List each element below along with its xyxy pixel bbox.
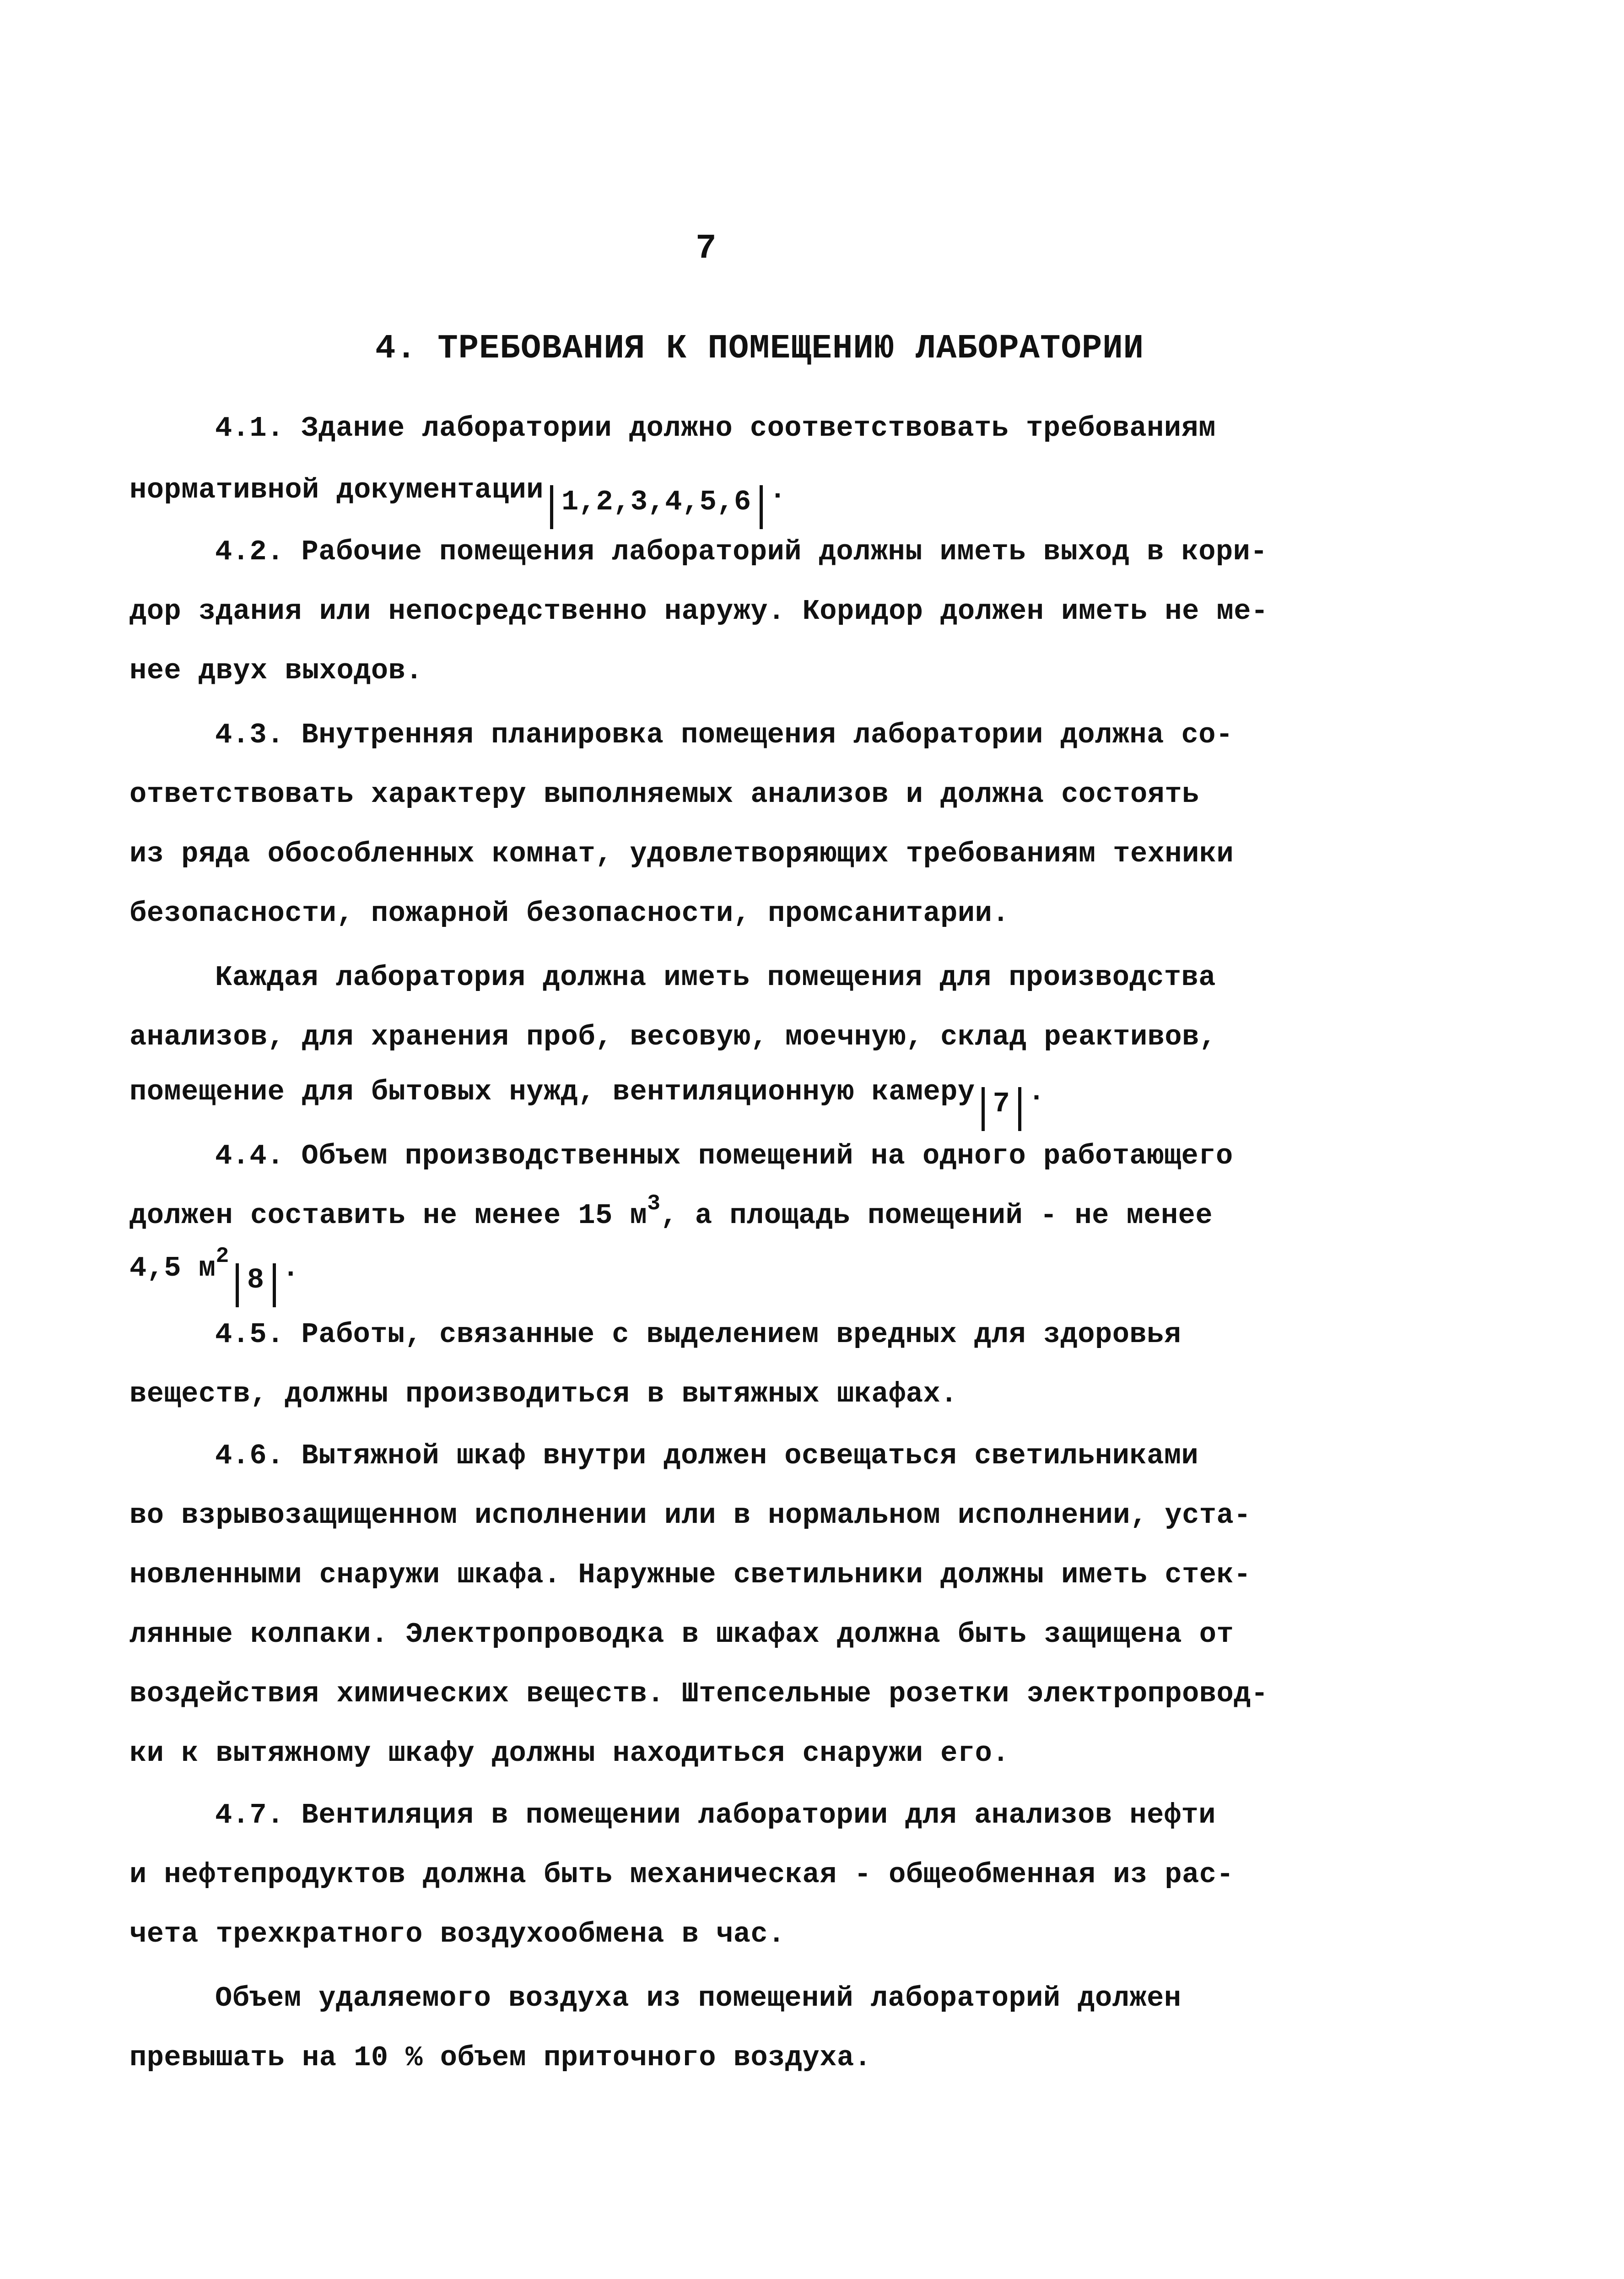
text-fragment: должен составить не менее 15 м bbox=[129, 1199, 647, 1232]
paragraph-4-7-line-2: и нефтепродуктов должна быть механическая - общеобменная из рас- bbox=[129, 1858, 1234, 1891]
superscript: 3 bbox=[647, 1191, 661, 1216]
paragraph-4-2-line-2: дор здания или непосредственно наружу. Коридор должен иметь не ме- bbox=[129, 595, 1268, 628]
paragraph-4-7b-line-2: превышать на 10 % объем приточного воздуха. bbox=[129, 2041, 872, 2074]
paragraph-4-4-line-3 bbox=[129, 1244, 300, 1307]
paragraph-4-6-line-5: воздействия химических веществ. Штепсельные розетки электропровод- bbox=[129, 1678, 1268, 1710]
section-title: 4. ТРЕБОВАНИЯ К ПОМЕЩЕНИЮ ЛАБОРАТОРИИ bbox=[375, 330, 1144, 368]
reference-number: 1,2,3,4,5,6 bbox=[561, 486, 751, 518]
text-fragment: 4,5 м bbox=[129, 1252, 216, 1284]
paragraph-4-7-line-1: 4.7. Вентиляция в помещении лаборатории для анализов нефти bbox=[215, 1799, 1216, 1831]
text-fragment: нормативной документации bbox=[129, 474, 544, 506]
superscript: 2 bbox=[216, 1244, 229, 1269]
text-fragment: . bbox=[282, 1252, 300, 1284]
paragraph-4-3b-line-2: анализов, для хранения проб, весовую, моечную, склад реактивов, bbox=[129, 1021, 1217, 1053]
paragraph-4-3b-line-3 bbox=[129, 1076, 1045, 1131]
paragraph-4-3-line-2: ответствовать характеру выполняемых анализов и должна состоять bbox=[129, 778, 1199, 811]
page-number: 7 bbox=[696, 229, 717, 268]
paragraph-4-3b-line-1: Каждая лаборатория должна иметь помещения для производства bbox=[215, 961, 1216, 994]
paragraph-4-5-line-1: 4.5. Работы, связанные с выделением вредных для здоровья bbox=[215, 1318, 1182, 1351]
text-fragment: . bbox=[1028, 1076, 1046, 1108]
reference-number: 8 bbox=[247, 1264, 264, 1296]
paragraph-4-2-line-3: нее двух выходов. bbox=[129, 655, 423, 687]
paragraph-4-1-line-2 bbox=[129, 474, 786, 529]
reference-bracket bbox=[550, 485, 763, 529]
paragraph-4-7b-line-1: Объем удаляемого воздуха из помещений лабораторий должен bbox=[215, 1982, 1182, 2014]
paragraph-4-7-line-3: чета трехкратного воздухообмена в час. bbox=[129, 1918, 785, 1950]
text-fragment: , а площадь помещений - не менее bbox=[660, 1199, 1213, 1232]
paragraph-4-3-line-4: безопасности, пожарной безопасности, промсанитарии. bbox=[129, 897, 1010, 930]
paragraph-4-3-line-1: 4.3. Внутренняя планировка помещения лаборатории должна со- bbox=[215, 719, 1233, 751]
paragraph-4-6-line-6: ки к вытяжному шкафу должны находиться снаружи его. bbox=[129, 1737, 1010, 1770]
paragraph-4-2-line-1: 4.2. Рабочие помещения лабораторий должны иметь выход в кори- bbox=[215, 536, 1268, 568]
paragraph-4-6-line-2: во взрывозащищенном исполнении или в нормальном исполнении, уста- bbox=[129, 1499, 1251, 1532]
paragraph-4-6-line-3: новленными снаружи шкафа. Наружные светильники должны иметь стек- bbox=[129, 1559, 1251, 1591]
paragraph-4-6-line-4: лянные колпаки. Электропроводка в шкафах должна быть защищена от bbox=[129, 1618, 1234, 1651]
paragraph-4-4-line-1: 4.4. Объем производственных помещений на одного работающего bbox=[215, 1140, 1233, 1172]
paragraph-4-3-line-3: из ряда обособленных комнат, удовлетворяющих требованиям техники bbox=[129, 838, 1234, 870]
paragraph-4-6-line-1: 4.6. Вытяжной шкаф внутри должен освещаться светильниками bbox=[215, 1440, 1199, 1472]
reference-bracket bbox=[982, 1087, 1022, 1131]
paragraph-4-5-line-2: веществ, должны производиться в вытяжных шкафах. bbox=[129, 1378, 958, 1410]
reference-bracket bbox=[236, 1263, 276, 1307]
text-fragment: . bbox=[769, 474, 787, 506]
paragraph-4-4-line-2 bbox=[129, 1191, 1213, 1232]
reference-number: 7 bbox=[993, 1088, 1010, 1120]
text-fragment: помещение для бытовых нужд, вентиляционную камеру bbox=[129, 1076, 975, 1108]
paragraph-4-1-line-1: 4.1. Здание лаборатории должно соответствовать требованиям bbox=[215, 412, 1216, 444]
